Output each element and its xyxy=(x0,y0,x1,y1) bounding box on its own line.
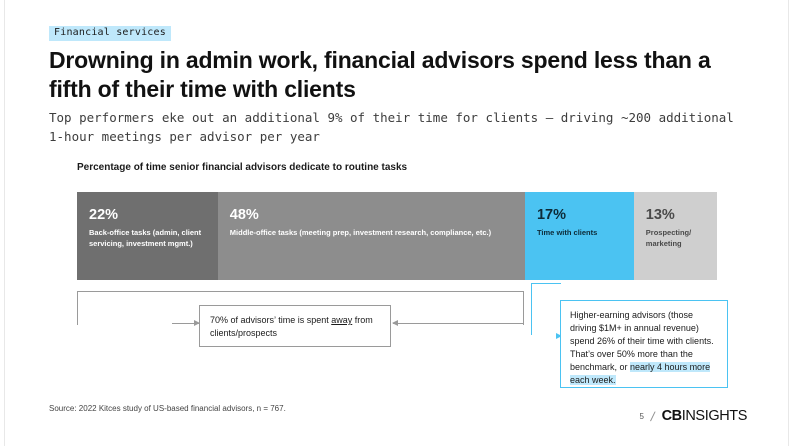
callout-left-text-underline: away xyxy=(331,315,353,325)
bar-segment-label: Time with clients xyxy=(536,228,598,238)
bar-segment-value: 22% xyxy=(89,207,119,223)
subheadline: Top performers eke out an additional 9% of their time for clients — driving ~200 additional 1-hour meetings per advisor per year xyxy=(49,110,734,145)
page-number: 5 xyxy=(639,411,644,421)
bar-segment-prospecting xyxy=(634,192,717,280)
bar-segment-value: 17% xyxy=(536,207,567,223)
callout-right-text-highlight: nearly 4 hours more each week. xyxy=(570,362,711,386)
slide-footer xyxy=(639,408,747,424)
page-title: Drowning in admin work, financial advisors spend less than a fifth of their time with clients xyxy=(49,47,711,103)
bar-segment-value: 48% xyxy=(229,207,259,223)
category-tag: Financial services xyxy=(49,26,171,41)
logo-light-text: INSIGHTS xyxy=(681,408,747,424)
slide-left-edge xyxy=(0,0,5,446)
bar-segment-label: Back-office tasks (admin, client servicing, investment mgmt.) xyxy=(89,228,202,248)
slide-right-edge xyxy=(788,0,793,446)
callout-away-from-clients xyxy=(199,305,391,347)
bar-segment-value: 13% xyxy=(645,207,675,223)
callout-higher-earning-advisors xyxy=(560,300,728,388)
stacked-bar-chart xyxy=(77,192,717,280)
bar-segment-label: Prospecting/ marketing xyxy=(645,228,692,248)
bar-segment-time-with-clients xyxy=(525,192,634,280)
source-note: Source: 2022 Kitces study of US-based financial advisors, n = 767. xyxy=(49,404,286,413)
bracket-connector-right xyxy=(531,283,561,335)
cb-insights-logo xyxy=(662,408,747,424)
callout-right-text-pre: Higher-earning advisors (those driving $1M+ in annual revenue) spend 26% of their time with clients. That’s over 50% more than the benchmark, or xyxy=(570,310,714,373)
arrow-right xyxy=(393,323,524,324)
slash-icon: / xyxy=(649,408,657,424)
bar-segment-back-office xyxy=(77,192,218,280)
bar-segment-label: Middle-office tasks (meeting prep, investment research, compliance, etc.) xyxy=(229,228,492,238)
bar-segment-middle-office xyxy=(218,192,525,280)
arrow-left xyxy=(172,323,199,324)
callout-left-text-pre: 70% of advisors’ time is spent xyxy=(210,315,332,325)
callout-left-text-post: from clients/prospects xyxy=(210,315,373,339)
chart-title: Percentage of time senior financial advisors dedicate to routine tasks xyxy=(77,162,408,173)
logo-bold-text: CB xyxy=(661,408,682,424)
